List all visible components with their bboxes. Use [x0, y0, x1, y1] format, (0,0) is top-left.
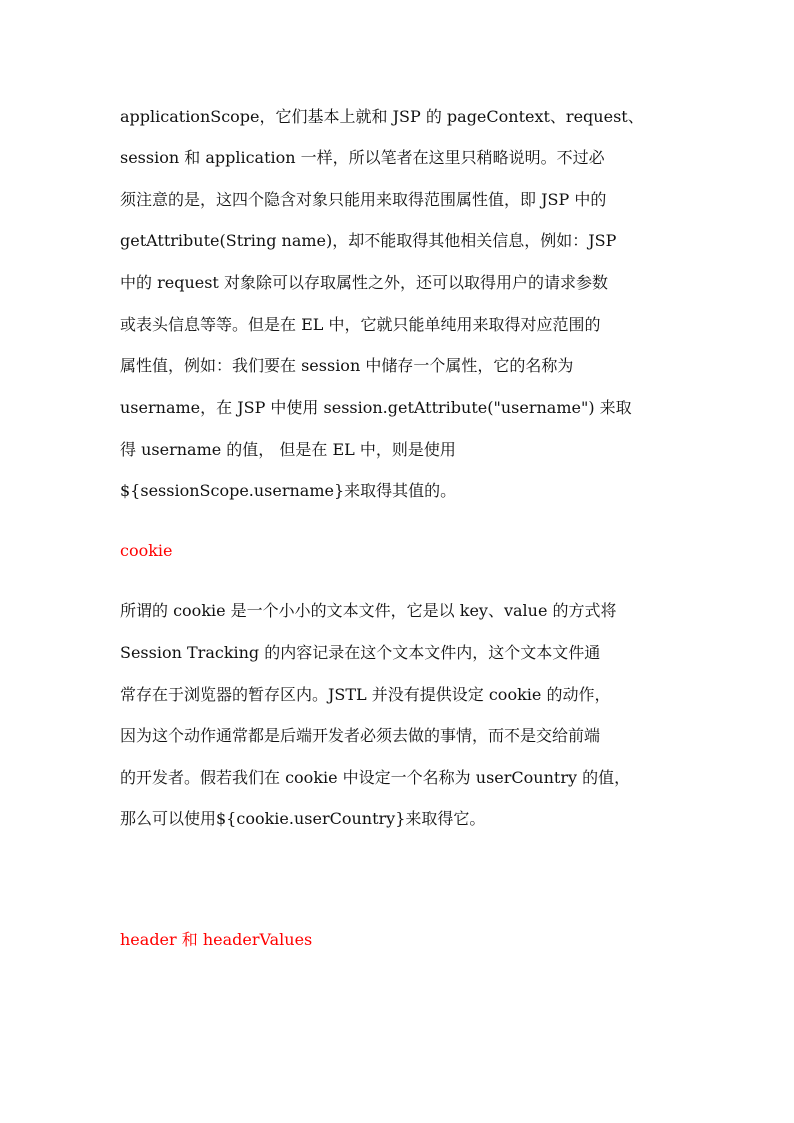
text-line: session 和 application 一样，所以笔者在这里只稍略说明。不过必: [120, 148, 605, 167]
text-line: 属性值，例如：我们要在 session 中储存一个属性，它的名称为: [120, 356, 574, 375]
text-line: Session Tracking 的内容记录在这个文本文件内，这个文本文件通: [120, 643, 601, 662]
text-line: 的开发者。假若我们在 cookie 中设定一个名称为 userCountry 的值，: [120, 768, 631, 787]
section-heading-cookie: cookie: [120, 541, 173, 560]
section-heading-header: header 和 headerValues: [120, 930, 313, 949]
text-line: getAttribute(String name)，却不能取得其他相关信息，例如：JSP: [120, 231, 617, 250]
text-line: 或表头信息等等。但是在 EL 中，它就只能单纯用来取得对应范围的: [120, 315, 601, 334]
text-line: 那么可以使用${cookie.userCountry}来取得它。: [120, 809, 486, 828]
text-line: applicationScope，它们基本上就和 JSP 的 pageContext、request、: [120, 107, 644, 126]
text-line: 得 username 的值， 但是在 EL 中，则是使用: [120, 440, 456, 459]
text-line: 所谓的 cookie 是一个小小的文本文件，它是以 key、value 的方式将: [120, 601, 617, 620]
text-line: 常存在于浏览器的暂存区内。JSTL 并没有提供设定 cookie 的动作，: [120, 685, 611, 704]
text-line: ${sessionScope.username}来取得其值的。: [120, 481, 457, 500]
text-line: 因为这个动作通常都是后端开发者必须去做的事情，而不是交给前端: [120, 726, 601, 745]
text-line: 中的 request 对象除可以存取属性之外，还可以取得用户的请求参数: [120, 273, 608, 292]
text-line: username，在 JSP 中使用 session.getAttribute("username") 来取: [120, 398, 632, 417]
text-line: 须注意的是，这四个隐含对象只能用来取得范围属性值，即 JSP 中的: [120, 190, 607, 209]
